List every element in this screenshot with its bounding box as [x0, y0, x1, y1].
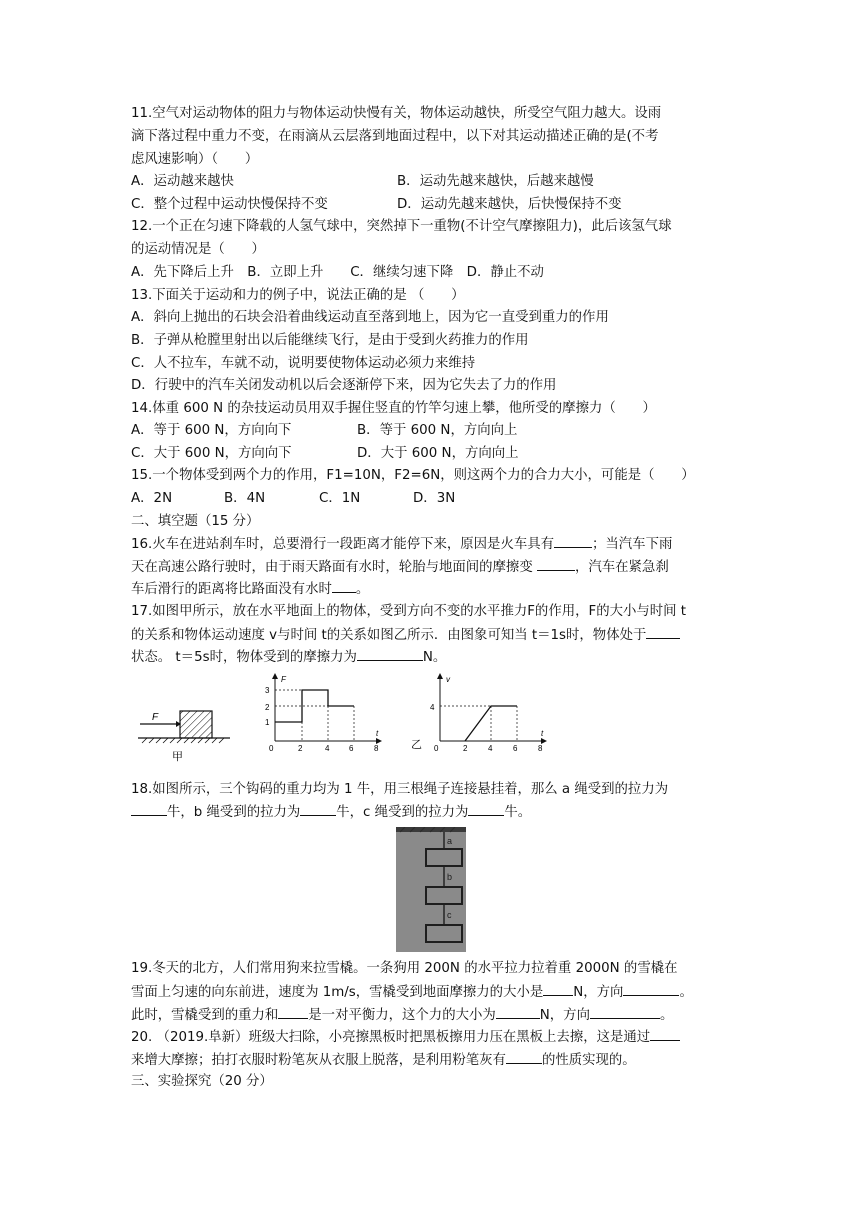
answer-blank[interactable]: [332, 578, 356, 593]
rope-label-c: c: [447, 910, 452, 920]
q17-text: N。: [422, 650, 447, 665]
q15-option-b: B．4N: [224, 491, 266, 506]
q17-text: 状态。 t＝5s时，物体受到的摩擦力为: [131, 650, 357, 665]
q14-option-c: C．大于 600 N，方向向下: [131, 446, 292, 461]
figure-label-yi: 乙: [411, 738, 422, 751]
x-tick-label: 2: [463, 744, 468, 753]
answer-blank[interactable]: [506, 1049, 542, 1064]
q19-line1: 19.冬天的北方，人们常用狗来拉雪橇。一条狗用 200N 的水平拉力拉着重 2000N 的雪橇在: [131, 961, 678, 976]
q15-option-a: A．2N: [131, 491, 173, 506]
force-label: F: [152, 712, 159, 723]
guide-lines: [275, 690, 354, 741]
graph-force-time: [262, 673, 387, 753]
x-tick-label: 2: [298, 744, 303, 753]
q13-line1: 13.下面关于运动和力的例子中，说法正确的是 （ ）: [131, 288, 465, 303]
q17-line2: [131, 624, 680, 647]
q14-option-d: D．大于 600 N，方向向上: [357, 446, 519, 461]
rope-label-a: a: [447, 836, 453, 846]
x-tick-label: 8: [374, 744, 379, 753]
q16-text: ；当汽车下雨: [592, 537, 673, 552]
q19-text: 此时，雪橇受到的重力和: [131, 1008, 279, 1023]
q13-option-a: A．斜向上抛出的石块会沿着曲线运动直至落到地上，因为它一直受到重力的作用: [131, 310, 609, 325]
section-2-heading: 二、填空题（15 分）: [131, 514, 260, 529]
q13-option-b: B．子弹从枪膛里射出以后能继续飞行，是由于受到火药推力的作用: [131, 333, 529, 348]
answer-blank[interactable]: [543, 981, 573, 996]
q16-text: 天在高速公路行驶时，由于雨天路面有水时，轮胎与地面间的摩擦变: [131, 560, 537, 575]
q20-text: 20. （2019.阜新）班级大扫除，小亮擦黑板时把黑板擦用力压在黑板上去擦，这是通过: [131, 1030, 651, 1045]
x-tick-label: 8: [538, 744, 543, 753]
q14-line1: 14.体重 600 N 的杂技运动员用双手握住竖直的竹竿匀速上攀，他所受的摩擦力（ ）: [131, 401, 656, 416]
q19-text: N，方向: [573, 985, 624, 1000]
q19-text: 。: [679, 985, 693, 1000]
answer-blank[interactable]: [646, 624, 680, 639]
force-curve: [275, 690, 354, 722]
q20-line2: [131, 1049, 636, 1072]
q12-options: A．先下降后上升 B．立即上升 C．继续匀速下降 D．静止不动: [131, 265, 544, 280]
ground-hatch: [142, 738, 224, 743]
answer-blank[interactable]: [468, 801, 504, 816]
q19-line3: [131, 1004, 673, 1027]
y-axis-label: F: [281, 675, 286, 684]
answer-blank[interactable]: [496, 1004, 540, 1019]
q16-text: 。: [355, 582, 370, 597]
q11-option-a: A．运动越来越快: [131, 174, 234, 189]
y-tick-label: 4: [430, 703, 435, 712]
y-axis-arrow: [437, 673, 443, 679]
y-axis-label: v: [446, 675, 450, 684]
q18-text: 牛，b 绳受到的拉力为: [167, 805, 301, 820]
q16-line3: [131, 578, 369, 601]
q14-option-a: A．等于 600 N，方向向下: [131, 423, 292, 438]
q15-option-c: C．1N: [319, 491, 361, 506]
q19-text: 是一对平衡力，这个力的大小为: [308, 1008, 496, 1023]
answer-blank[interactable]: [537, 556, 575, 571]
y-axis-arrow: [272, 673, 278, 679]
answer-blank[interactable]: [554, 533, 592, 548]
q15-option-d: D．3N: [413, 491, 456, 506]
answer-blank[interactable]: [623, 981, 679, 996]
q17-text: 的关系和物体运动速度 v与时间 t的关系如图乙所示．由图象可知当 t＝1s时，物体处于: [131, 628, 647, 643]
answer-blank[interactable]: [590, 1004, 660, 1019]
q11-line2: 滴下落过程中重力不变，在雨滴从云层落到地面过程中，以下对其运动描述正确的是(不考: [131, 129, 659, 144]
q20-text: 来增大摩擦；拍打衣服时粉笔灰从衣服上脱落，是利用粉笔灰有: [131, 1053, 506, 1068]
q18-line2: [131, 801, 531, 824]
y-tick-label: 3: [265, 686, 270, 695]
q12-line1: 12.一个正在匀速下降载的人氢气球中，突然掉下一重物(不计空气摩擦阻力)，此后该氢气球: [131, 219, 672, 234]
q17-line1: 17.如图甲所示，放在水平地面上的物体，受到方向不变的水平推力F的作用，F的大小与时间 t: [131, 604, 687, 619]
photo-background: [396, 827, 466, 952]
x-tick-label: 4: [325, 744, 330, 753]
q19-text: 雪面上匀速的向东前进，速度为 1m/s，雪橇受到地面摩擦力的大小是: [131, 985, 544, 1000]
figure-label-jia: 甲: [172, 751, 183, 763]
q14-option-b: B．等于 600 N，方向向上: [357, 423, 518, 438]
q19-text: N，方向: [539, 1008, 590, 1023]
q16-text: 车后滑行的距离将比路面没有水时: [131, 582, 332, 597]
graph-velocity-time: [427, 673, 552, 753]
answer-blank[interactable]: [300, 801, 336, 816]
q19-text: 。: [659, 1008, 674, 1023]
q16-text: 16.火车在进站刹车时，总要滑行一段距离才能停下来，原因是火车具有: [131, 537, 555, 552]
rope-label-b: b: [447, 872, 453, 882]
answer-blank[interactable]: [278, 1004, 308, 1019]
q11-option-c: C．整个过程中运动快慢保持不变: [131, 197, 328, 212]
x-tick-label: 4: [488, 744, 493, 753]
x-tick-label: 0: [434, 744, 439, 753]
x-tick-label: 6: [349, 744, 354, 753]
answer-blank[interactable]: [131, 801, 167, 816]
q20-text: 的性质实现的。: [541, 1053, 636, 1068]
q18-line1: 18.如图所示，三个钩码的重力均为 1 牛，用三根绳子连接悬挂着，那么 a 绳受到的拉力为: [131, 782, 669, 797]
x-axis-label: t: [541, 729, 544, 738]
q15-line1: 15.一个物体受到两个力的作用，F1=10N，F2=6N，则这两个力的合力大小，可能是（ ）: [131, 468, 695, 483]
answer-blank[interactable]: [650, 1026, 680, 1041]
block: [180, 711, 212, 738]
figure-jia: [130, 700, 240, 764]
q13-option-d: D．行驶中的汽车关闭发动机以后会逐渐停下来，因为它失去了力的作用: [131, 378, 557, 393]
y-tick-label: 1: [265, 718, 270, 727]
q19-line2: [131, 981, 693, 1004]
q17-line3: [131, 646, 446, 669]
q16-text: ，汽车在紧急刹: [574, 560, 669, 575]
q11-option-b: B．运动先越来越快，后越来越慢: [397, 174, 594, 189]
q13-option-c: C．人不拉车，车就不动，说明要使物体运动必须力来维持: [131, 356, 476, 371]
q11-line1: 11.空气对运动物体的阻力与物体运动快慢有关，物体运动越快，所受空气阻力越大。设雨: [131, 106, 662, 121]
x-tick-label: 6: [513, 744, 518, 753]
answer-blank[interactable]: [357, 646, 423, 661]
q11-line3: 虑风速影响）（ ）: [131, 152, 259, 167]
q11-option-d: D．运动先越来越快，后快慢保持不变: [397, 197, 622, 212]
y-tick-label: 2: [265, 703, 270, 712]
q16-line1: [131, 533, 672, 556]
x-axis-label: t: [376, 729, 379, 738]
hanging-weights-figure: [396, 827, 466, 952]
q12-line2: 的运动情况是（ ）: [131, 242, 265, 257]
q16-line2: [131, 556, 669, 579]
section-3-heading: 三、实验探究（20 分）: [131, 1074, 273, 1089]
q20-line1: [131, 1026, 680, 1049]
x-tick-label: 0: [269, 744, 274, 753]
q18-text: 牛。: [504, 805, 532, 820]
q18-text: 牛，c 绳受到的拉力为: [336, 805, 469, 820]
